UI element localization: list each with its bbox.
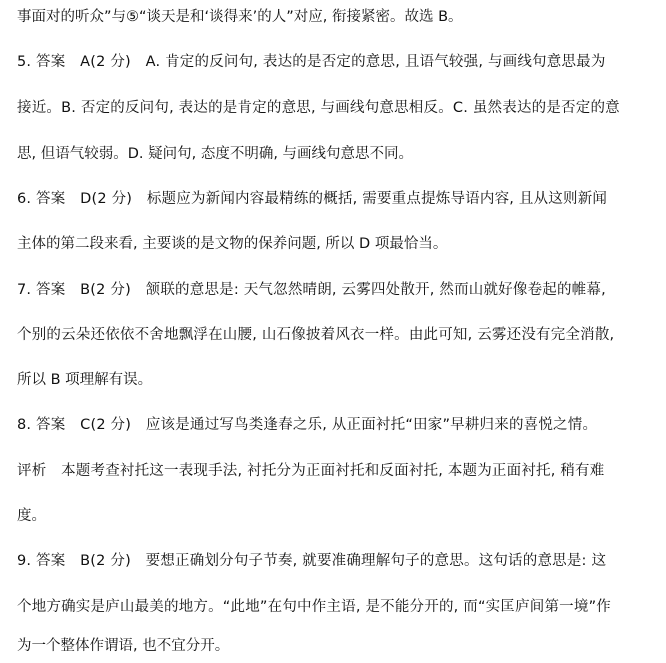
text-line-11: 评析 本题考查衬托这一表现手法, 衬托分为正面衬托和反面衬托, 本题为正面衬托, 稍有难	[17, 463, 605, 479]
text-line-7: 7. 答案 B(2 分) 颔联的意思是: 天气忽然晴朗, 云雾四处散开, 然而山就好像卷起的帷幕,	[17, 282, 606, 298]
text-line-10: 8. 答案 C(2 分) 应该是通过写鸟类逢春之乐, 从正面衬托“田家”早耕归来的喜悦之情。	[17, 417, 598, 433]
text-line-3: 接近。B. 否定的反问句, 表达的是肯定的意思, 与画线句意思相反。C. 虽然表达的是否定的意	[17, 100, 620, 116]
text-line-14: 个地方确实是庐山最美的地方。“此地”在句中作主语, 是不能分开的, 而“实匡庐间第一境”作	[17, 599, 611, 615]
text-line-15: 为一个整体作谓语, 也不宜分开。	[17, 638, 230, 654]
text-line-8: 个别的云朵还依依不舍地飘浮在山腰, 山石像披着风衣一样。由此可知, 云雾还没有完全消散,	[17, 327, 615, 343]
text-line-1: 事面对的听众”与⑤“谈天是和‘谈得来’的人”对应, 衔接紧密。故选 B。	[17, 9, 463, 25]
text-line-12: 度。	[17, 508, 46, 524]
text-line-2: 5. 答案 A(2 分) A. 肯定的反问句, 表达的是否定的意思, 且语气较强, 与画线句意思最为	[17, 54, 606, 70]
text-line-4: 思, 但语气较弱。D. 疑问句, 态度不明确, 与画线句意思不同。	[17, 146, 414, 162]
text-line-5: 6. 答案 D(2 分) 标题应为新闻内容最精练的概括, 需要重点提炼导语内容, 且从这则新闻	[17, 191, 608, 207]
text-line-13: 9. 答案 B(2 分) 要想正确划分句子节奏, 就要准确理解句子的意思。这句话的意思是: 这	[17, 553, 607, 569]
text-line-9: 所以 B 项理解有误。	[17, 372, 153, 388]
text-line-6: 主体的第二段来看, 主要谈的是文物的保养问题, 所以 D 项最恰当。	[17, 236, 448, 252]
